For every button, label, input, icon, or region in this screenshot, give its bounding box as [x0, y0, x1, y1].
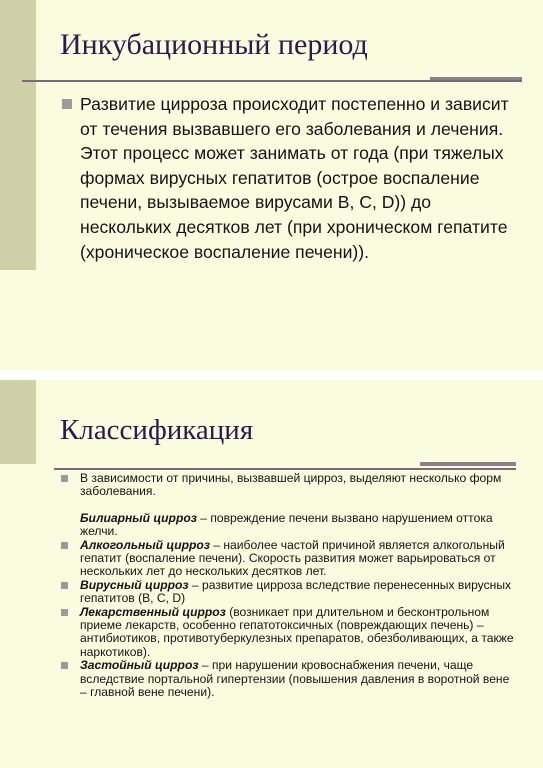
bullet-square-icon	[61, 582, 68, 589]
list-item	[58, 472, 518, 499]
slide-incubation-period	[0, 0, 543, 370]
list-item	[58, 606, 518, 660]
bullet-square-icon	[61, 609, 68, 616]
classification-list	[58, 472, 518, 700]
item-text: – при нарушении кровоснабжения печени, чаще вследствие портальной гипертензии (повышения давления в воротной вене – главной вене печени).	[80, 658, 510, 700]
list-item	[58, 659, 518, 699]
slide-gap	[0, 370, 543, 380]
title-divider-accent	[420, 462, 516, 466]
slide-paragraph: Развитие цирроза происходит постепенно и зависит от течения вызвавшего его заболевания и лечения. Этот процесс может занимать от года (при тяжелых формах вирусных гепатитов (острое воспаление печени, вызываемое вирусами B, C, D)) до нескольких десятков лет (при хроническом гепатите (хроническое воспаление печени)).	[80, 94, 509, 262]
title-divider-accent	[430, 77, 522, 80]
item-text: – наиболее частой причиной является алкогольный гепатит (воспаление печени). Скорость развития может варьироваться от нескольких лет до нескольких десятков лет.	[80, 537, 505, 579]
title-divider	[22, 80, 522, 82]
item-term: Вирусный цирроз	[80, 577, 189, 592]
item-text: – повреждение печени вызвано нарушением оттока желчи.	[80, 510, 493, 539]
item-term: Застойный цирроз	[80, 658, 199, 673]
slide-title: Классификация	[60, 414, 254, 446]
item-term: Лекарственный цирроз	[80, 604, 226, 619]
item-term: Билиарный цирроз	[80, 510, 197, 525]
bullet-square-icon	[62, 99, 72, 109]
intro-text: В зависимости от причины, вызвавшей цирроз, выделяют несколько форм заболевания.	[80, 471, 502, 499]
list-item	[58, 539, 518, 579]
sidebar-accent	[0, 0, 36, 270]
bullet-square-icon	[61, 662, 68, 669]
title-divider	[54, 468, 516, 470]
item-term: Алкогольный цирроз	[80, 537, 210, 552]
sidebar-accent	[0, 380, 36, 464]
bullet-square-icon	[61, 475, 68, 482]
slide-title: Инкубационный период	[60, 28, 368, 61]
list-item	[58, 579, 518, 606]
slide-classification	[0, 380, 543, 768]
list-item	[58, 512, 518, 539]
item-text: – развитие цирроза вследствие перенесенных вирусных гепатитов (B, C, D)	[80, 577, 512, 606]
item-text: (возникает при длительном и бесконтрольном приеме лекарств, особенно гепатотоксичных (повреждающих печень) – антибиотиков, противотуберкулезных препаратов, обезболивающих, а также наркотиков).	[80, 604, 514, 659]
bullet-square-icon	[61, 542, 68, 549]
